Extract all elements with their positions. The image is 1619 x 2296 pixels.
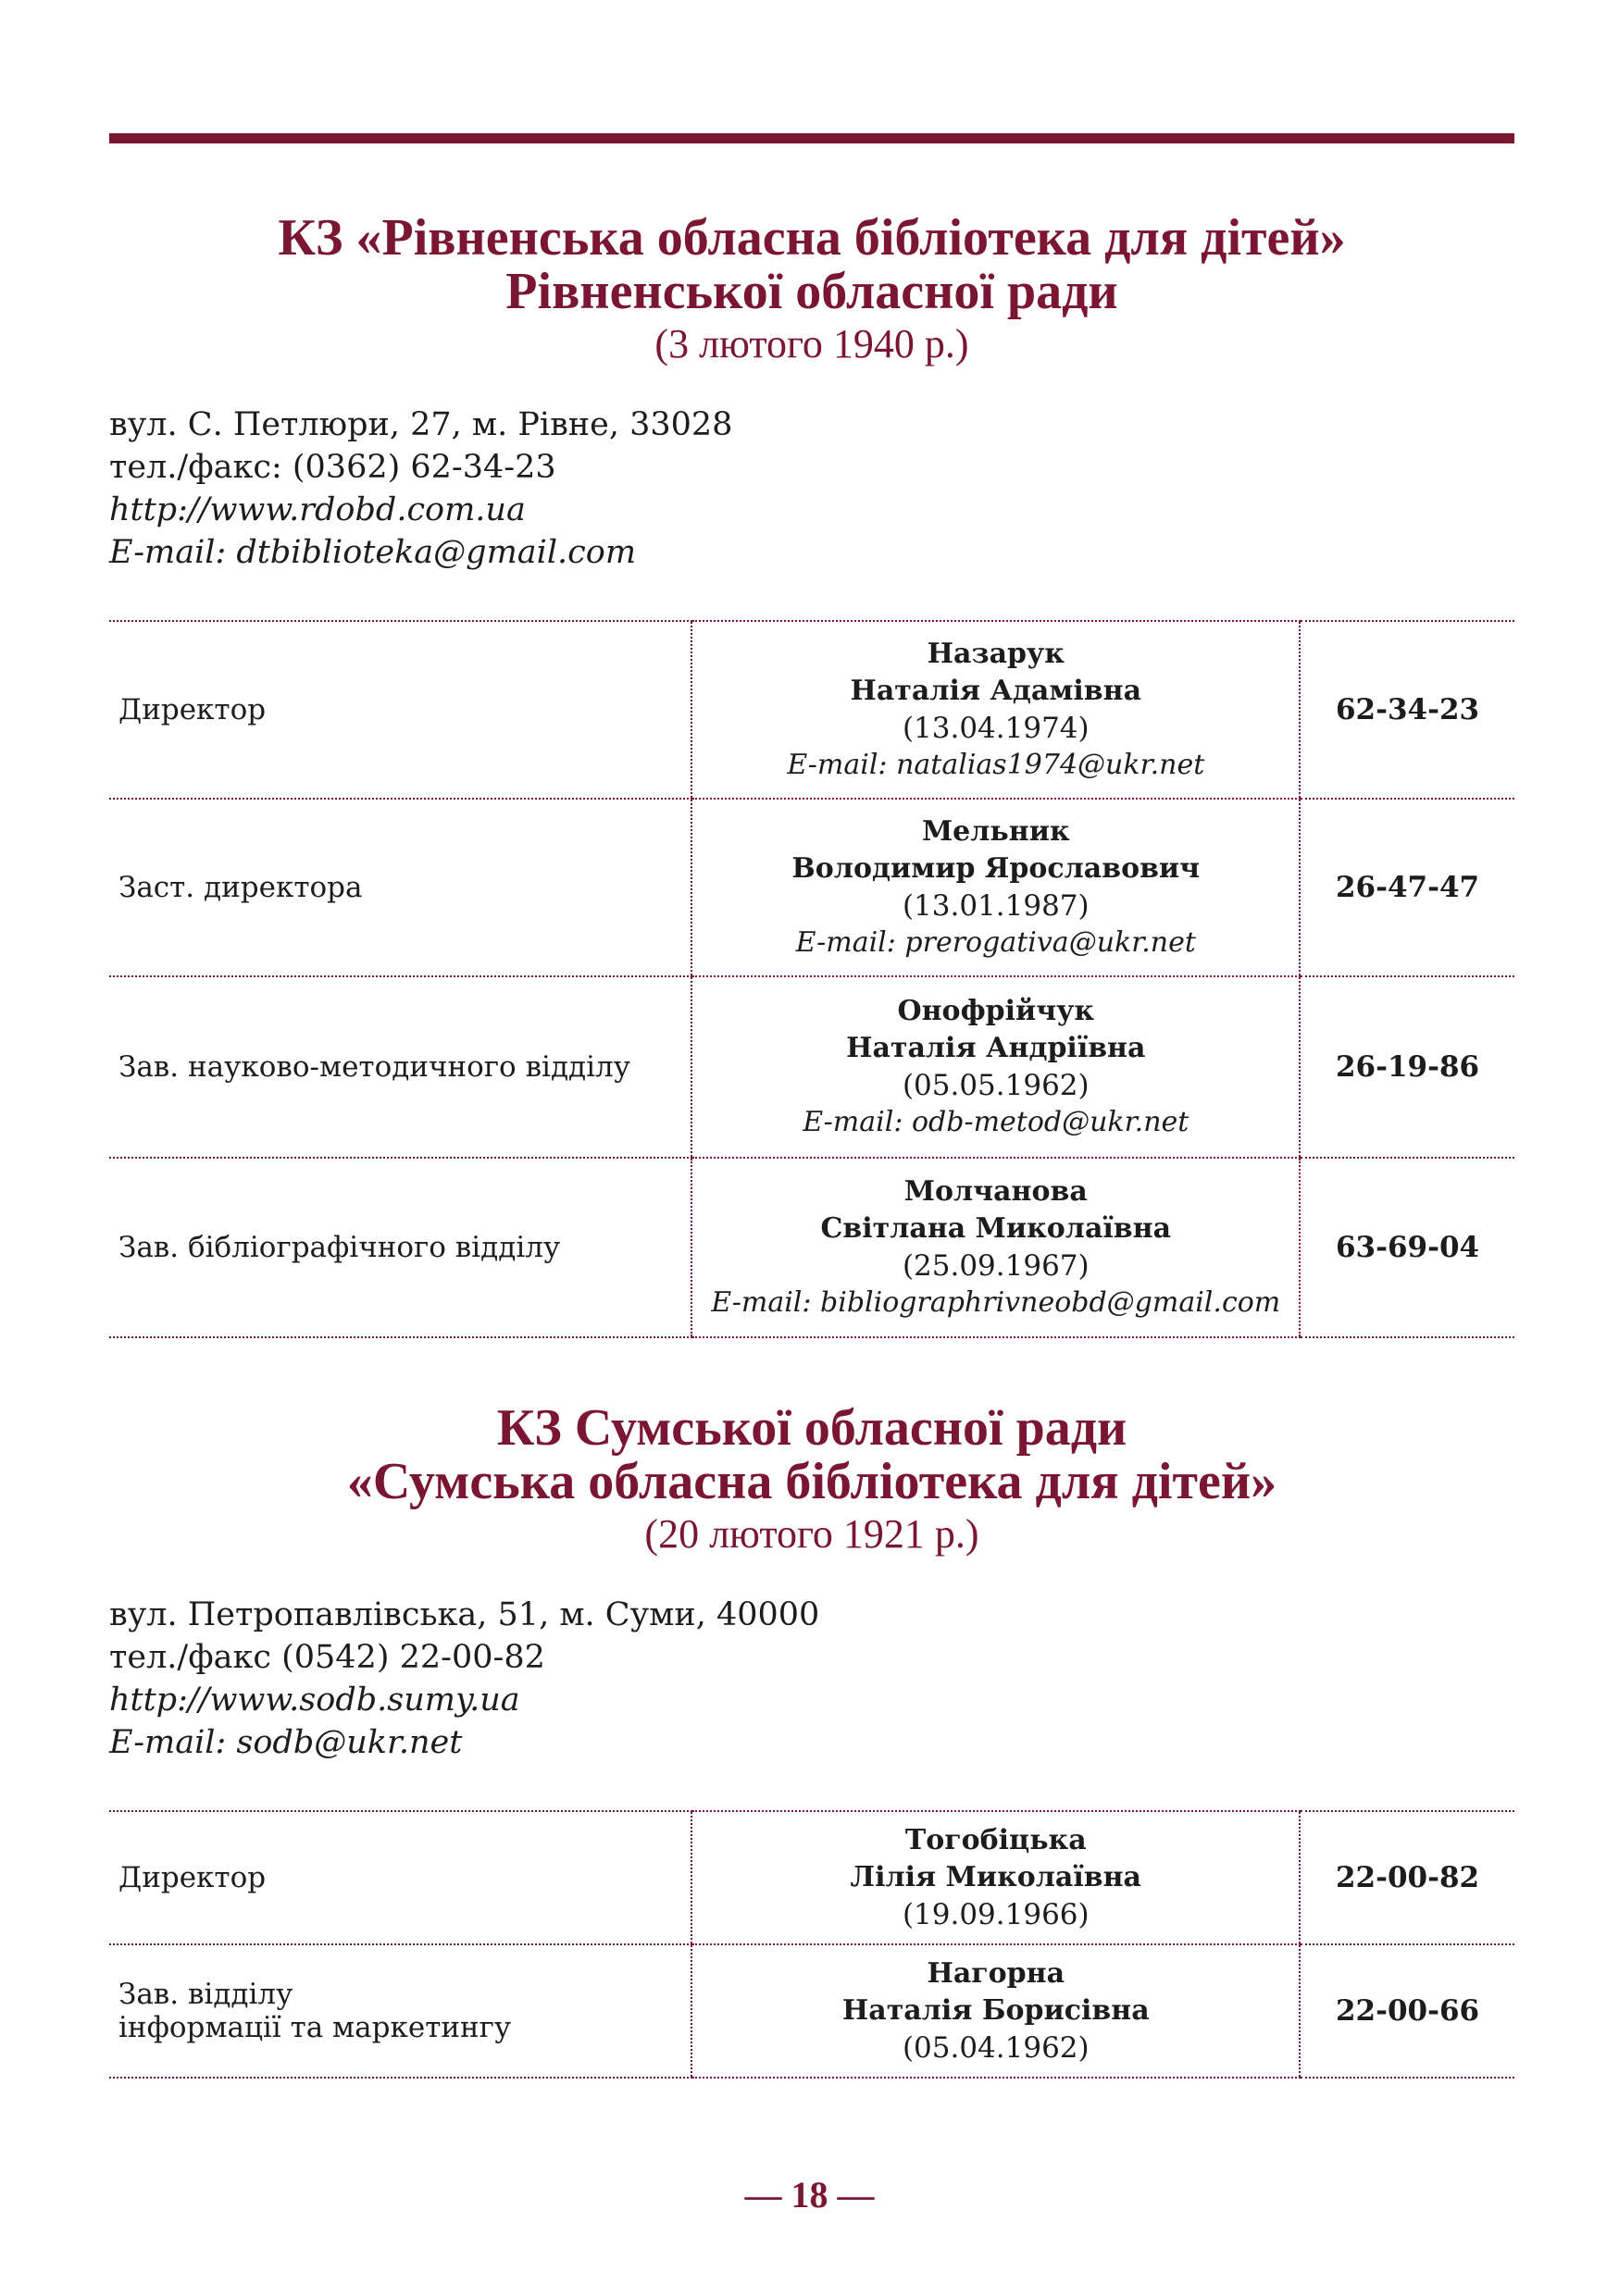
position-cell: Директор bbox=[109, 621, 691, 799]
table-row bbox=[109, 1811, 1514, 1944]
person-email[interactable]: E-mail: prerogativa@ukr.net bbox=[795, 926, 1196, 959]
website-link[interactable]: http://www.rdobd.com.ua bbox=[109, 491, 526, 528]
founded-date: (3 лютого 1940 р.) bbox=[654, 321, 969, 366]
person-email[interactable]: E-mail: natalias1974@ukr.net bbox=[787, 749, 1205, 781]
phone-cell: 22-00-66 bbox=[1300, 1944, 1514, 2078]
page-number: — 18 — bbox=[744, 2174, 875, 2215]
person-birthdate: (05.05.1962) bbox=[902, 1069, 1090, 1102]
person-surname: Нагорна bbox=[927, 1957, 1065, 1990]
person-birthdate: (05.04.1962) bbox=[902, 2031, 1090, 2065]
table-row bbox=[109, 621, 1514, 799]
person-cell bbox=[691, 1158, 1300, 1337]
phone-cell: 26-47-47 bbox=[1300, 799, 1514, 976]
table-row bbox=[109, 799, 1514, 976]
phone-fax: тел./факс (0542) 22-00-82 bbox=[109, 1639, 545, 1676]
person-cell bbox=[691, 799, 1300, 976]
founded-date: (20 лютого 1921 р.) bbox=[644, 1511, 979, 1557]
library-section-rivne bbox=[109, 211, 1514, 1338]
section-title-line2: «Сумська обласна бібліотека для дітей» bbox=[346, 1453, 1277, 1510]
phone-fax: тел./факс: (0362) 62-34-23 bbox=[109, 449, 556, 486]
person-surname: Тогобіцька bbox=[904, 1824, 1087, 1856]
person-surname: Мельник bbox=[921, 815, 1070, 848]
email-link[interactable]: E-mail: sodb@ukr.net bbox=[109, 1724, 463, 1761]
position-cell bbox=[109, 1944, 691, 2078]
position-cell: Зав. бібліографічного відділу bbox=[109, 1158, 691, 1337]
section-title-line1: КЗ «Рівненська обласна бібліотека для дітей» bbox=[278, 209, 1346, 267]
address: вул. С. Петлюри, 27, м. Рівне, 33028 bbox=[109, 406, 733, 443]
phone-cell: 62-34-23 bbox=[1300, 621, 1514, 799]
person-birthdate: (13.04.1974) bbox=[902, 712, 1090, 745]
position-cell: Заст. директора bbox=[109, 799, 691, 976]
section-title-line2: Рівненської обласної ради bbox=[505, 263, 1118, 320]
person-birthdate: (13.01.1987) bbox=[902, 889, 1090, 923]
person-cell bbox=[691, 1944, 1300, 2078]
staff-table bbox=[109, 1810, 1514, 2079]
person-name: Світлана Миколаївна bbox=[820, 1212, 1172, 1245]
website-link[interactable]: http://www.sodb.sumy.ua bbox=[109, 1682, 520, 1719]
person-name: Наталія Андріївна bbox=[846, 1032, 1146, 1064]
position-cell: Зав. науково-методичного відділу bbox=[109, 976, 691, 1158]
contacts-block bbox=[109, 403, 1514, 574]
address: вул. Петропавлівська, 51, м. Суми, 40000 bbox=[109, 1596, 820, 1633]
person-email[interactable]: E-mail: odb-metod@ukr.net bbox=[803, 1106, 1189, 1138]
phone-cell: 63-69-04 bbox=[1300, 1158, 1514, 1337]
person-name: Лілія Миколаївна bbox=[850, 1861, 1141, 1893]
person-cell bbox=[691, 1811, 1300, 1944]
person-surname: Молчанова bbox=[903, 1175, 1088, 1208]
person-birthdate: (25.09.1967) bbox=[902, 1249, 1090, 1283]
position-cell: Директор bbox=[109, 1811, 691, 1944]
library-section-sumy bbox=[109, 1401, 1514, 2079]
top-rule bbox=[109, 133, 1514, 143]
table-row bbox=[109, 1158, 1514, 1337]
person-cell bbox=[691, 621, 1300, 799]
table-row bbox=[109, 976, 1514, 1158]
person-name: Наталія Борисівна bbox=[841, 1994, 1150, 2027]
person-name: Володимир Ярославович bbox=[791, 852, 1201, 885]
position-line1: Зав. відділу bbox=[118, 1978, 293, 2011]
phone-cell: 22-00-82 bbox=[1300, 1811, 1514, 1944]
phone-cell: 26-19-86 bbox=[1300, 976, 1514, 1158]
email-link[interactable]: E-mail: dtbiblioteka@gmail.com bbox=[109, 534, 637, 571]
table-row bbox=[109, 1944, 1514, 2078]
person-surname: Онофрійчук bbox=[897, 995, 1095, 1027]
section-title-line1: КЗ Сумської обласної ради bbox=[496, 1399, 1127, 1457]
person-surname: Назарук bbox=[927, 638, 1065, 670]
staff-table bbox=[109, 620, 1514, 1338]
person-cell bbox=[691, 976, 1300, 1158]
person-email[interactable]: E-mail: bibliographrivneobd@gmail.com bbox=[711, 1286, 1281, 1319]
person-name: Наталія Адамівна bbox=[850, 675, 1142, 707]
position-line2: інформації та маркетингу bbox=[118, 2011, 512, 2044]
person-birthdate: (19.09.1966) bbox=[902, 1898, 1090, 1931]
contacts-block bbox=[109, 1594, 1514, 1764]
